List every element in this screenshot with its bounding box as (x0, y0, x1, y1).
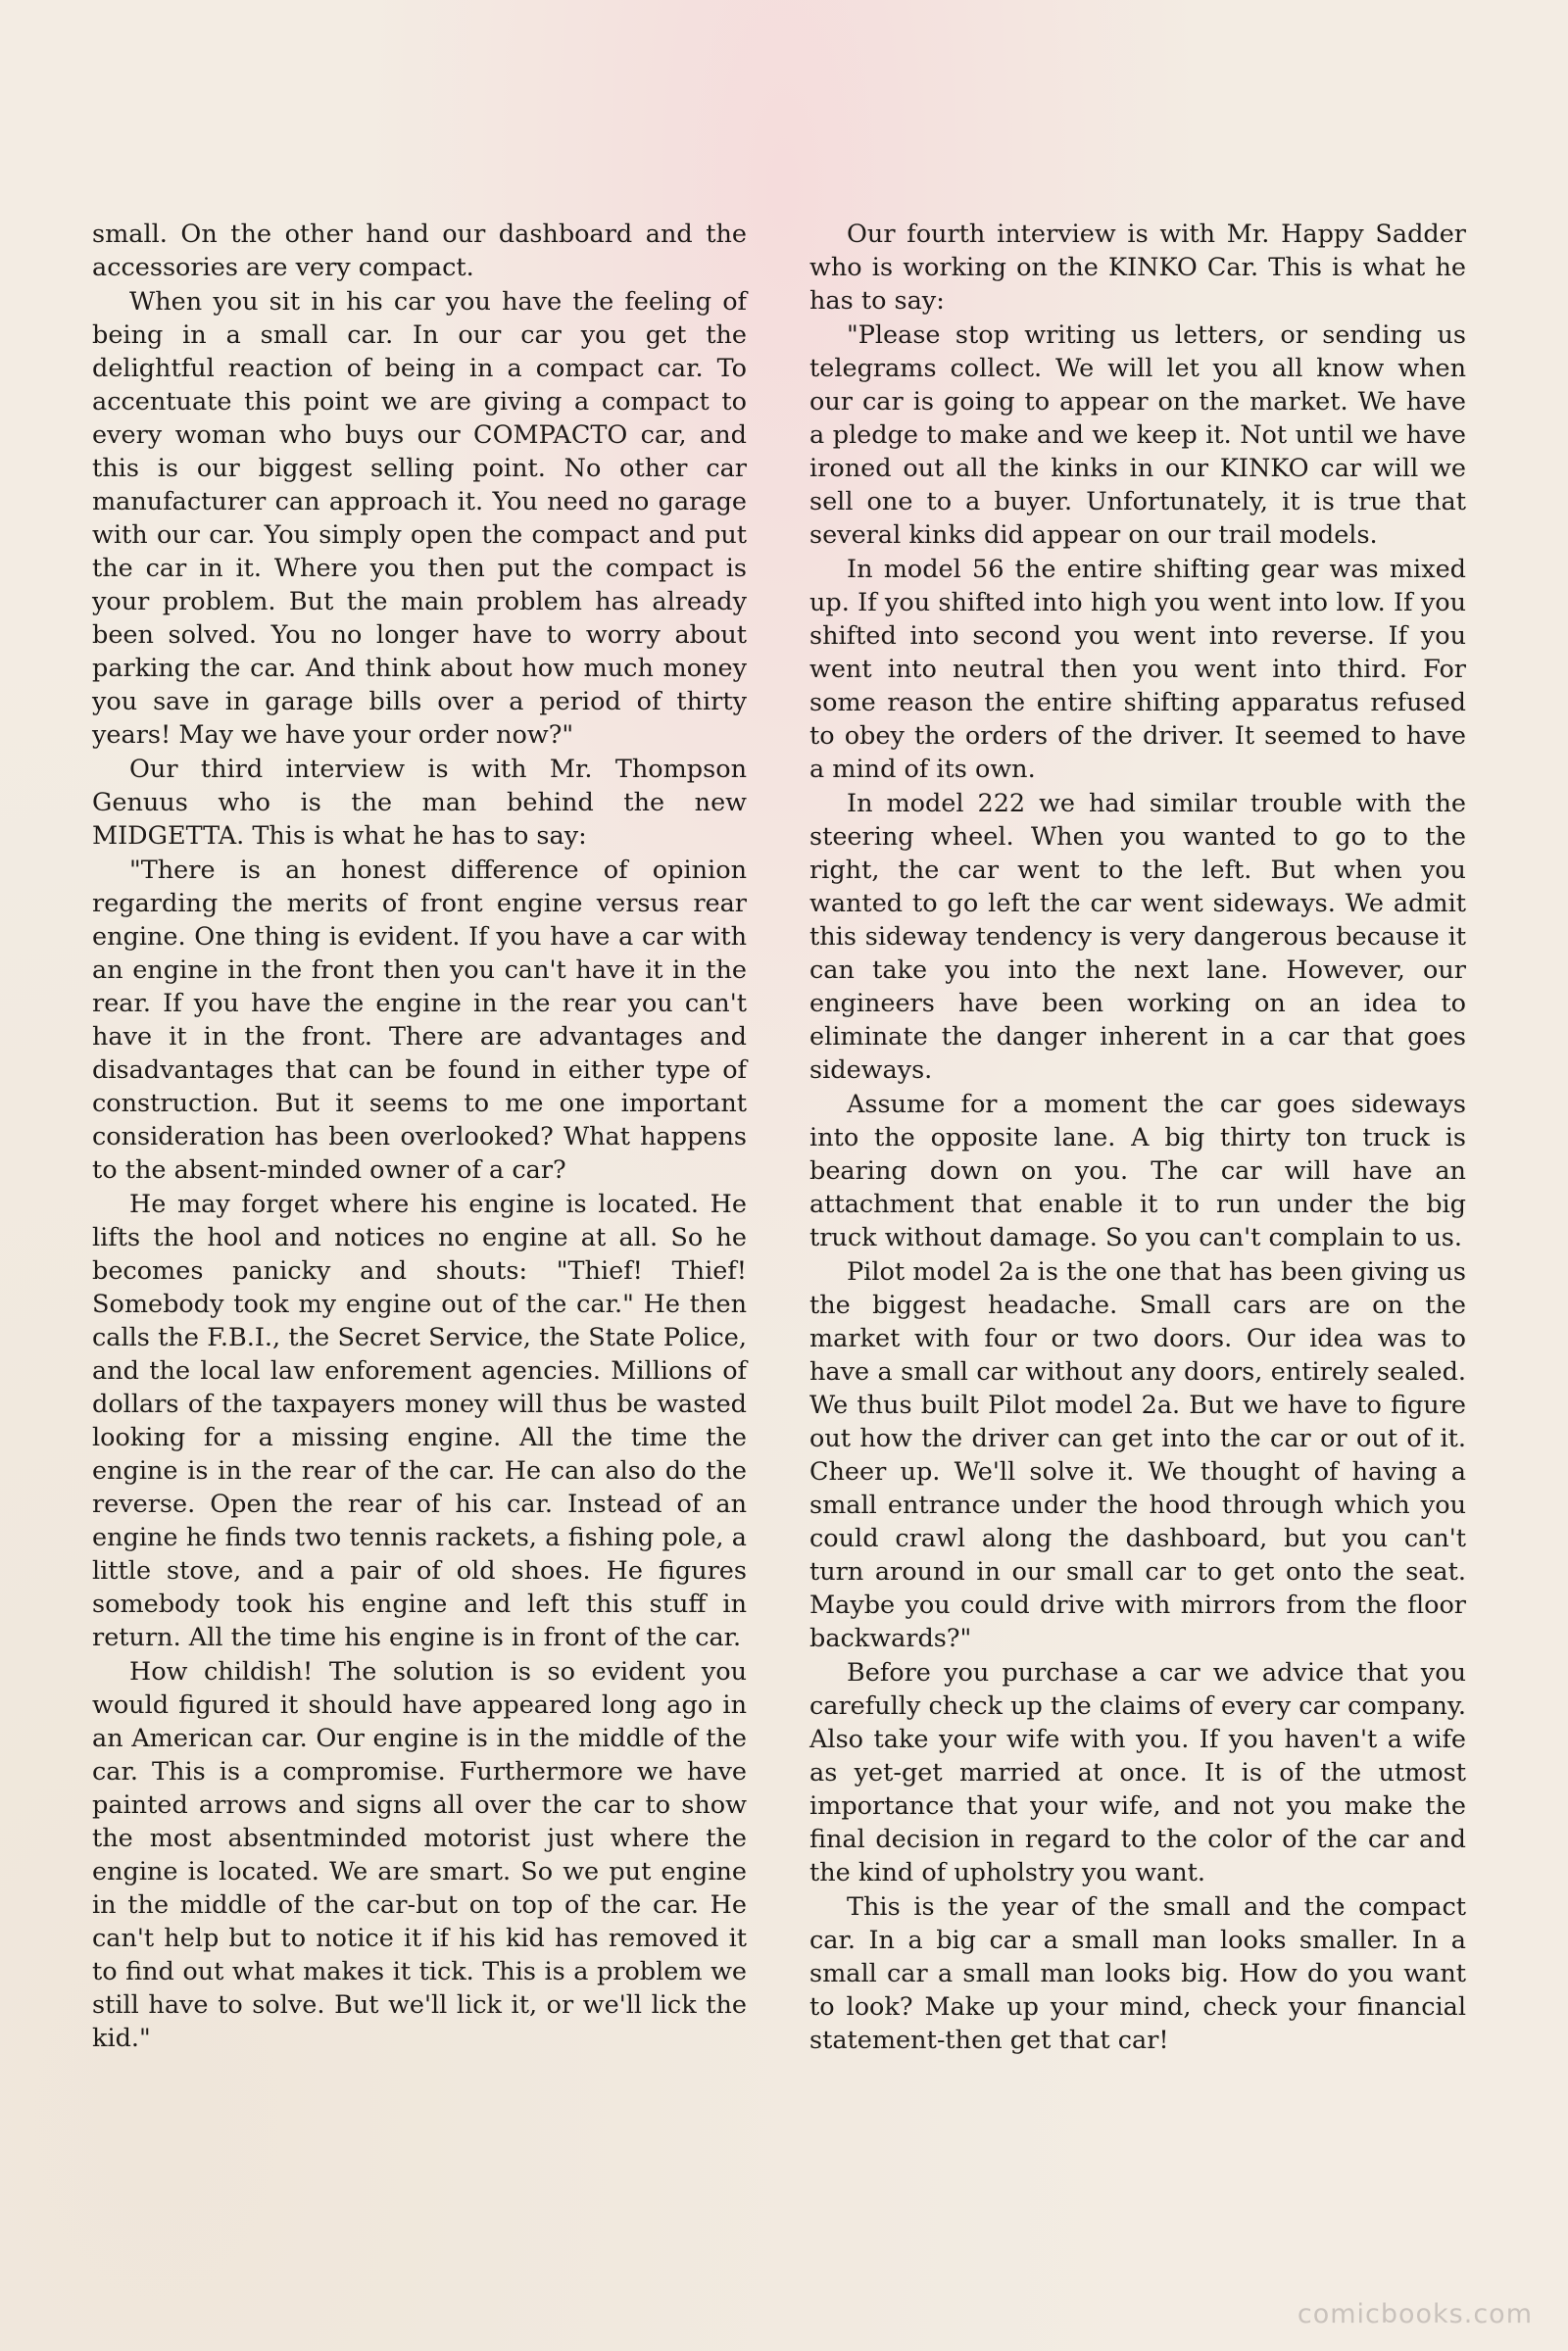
paragraph: Our fourth interview is with Mr. Happy Sadder who is working on the KINKO Car. This is what he has to say: (809, 220, 1466, 316)
paragraph: How childish! The solution is so evident you would figured it should have appeared long ago in an American car. Our engine is in the middle of the car. This is a compromise. Furthermore we have painted arrows and signs all over the car to show the most absentminded motorist just where the engine is located. We are smart. So we put engine in the middle of the car-but on top of the car. He can't help but to notice it if his kid has removed it to find out what makes it tick. This is a problem we still have to solve. But we'll lick it, or we'll lick the kid." (92, 1657, 747, 2053)
paragraph: Assume for a moment the car goes sideways into the opposite lane. A big thirty ton truck is bearing down on you. The car will have an attachment that enable it to run under the big truck without damage. So you can't complain to us. (809, 1090, 1466, 1252)
paragraph: Before you purchase a car we advice that you carefully check up the claims of every car company. Also take your wife with you. If you haven't a wife as yet-get married at once. It is of the utmost importance that your wife, and not you make the final decision in regard to the color of the car and the kind of upholstry you want. (809, 1658, 1466, 1887)
paragraph: In model 56 the entire shifting gear was mixed up. If you shifted into high you went into low. If you shifted into second you went into reverse. If you went into neutral then you went into third. For some reason the entire shifting apparatus refused to obey the orders of the driver. It seemed to have a mind of its own. (809, 555, 1466, 784)
paragraph: "Please stop writing us letters, or sending us telegrams collect. We will let you all know when our car is going to appear on the market. We have a pledge to make and we keep it. Not until we have ironed out all the kinks in our KINKO car will we sell one to a buyer. Unfortunately, it is true that several kinks did appear on our trail models. (809, 320, 1466, 550)
paragraph: "There is an honest difference of opinion regarding the merits of front engine versus rear engine. One thing is evident. If you have a car with an engine in the front then you can't have it in the rear. If you have the engine in the rear you can't have it in the front. There are advantages and disadvantages that can be found in either type of construction. But it seems to me one important consideration has been overlooked? What happens to the absent-minded owner of a car? (92, 856, 747, 1185)
right-column (809, 218, 1466, 2057)
paragraph: small. On the other hand our dashboard and the accessories are very compact. (92, 220, 747, 282)
left-column (92, 218, 747, 2055)
paragraph: He may forget where his engine is located. He lifts the hool and notices no engine at all. So he becomes panicky and shouts: "Thief! Thief! Somebody took my engine out of the car." He then calls the F.B.I., the Secret Service, the State Police, and the local law enforement agencies. Millions of dollars of the taxpayers money will thus be wasted looking for a missing engine. All the time the engine is in the rear of the car. He can also do the reverse. Open the rear of his car. Instead of an engine he finds two tennis rackets, a fishing pole, a little stove, and a pair of old shoes. He figures somebody took his engine and left this stuff in return. All the time his engine is in front of the car. (92, 1190, 747, 1652)
watermark: comicbooks.com (1297, 2299, 1533, 2329)
paragraph: When you sit in his car you have the feeling of being in a small car. In our car you get the delightful reaction of being in a compact car. To accentuate this point we are giving a compact to every woman who buys our COMPACTO car, and this is our biggest selling point. No other car manufacturer can approach it. You need no garage with our car. You simply open the compact and put the car in it. Where you then put the compact is your problem. But the main problem has already been solved. You no longer have to worry about parking the car. And think about how much money you save in garage bills over a period of thirty years! May we have your order now?" (92, 287, 747, 750)
paragraph: Pilot model 2a is the one that has been giving us the biggest headache. Small cars are on the market with four or two doors. Our idea was to have a small car without any doors, entirely sealed. We thus built Pilot model 2a. But we have to figure out how the driver can get into the car or out of it. Cheer up. We'll solve it. We thought of having a small entrance under the hood through which you could crawl along the dashboard, but you can't turn around in our small car to get onto the seat. Maybe you could drive with mirrors from the floor backwards?" (809, 1257, 1466, 1653)
paragraph: This is the year of the small and the compact car. In a big car a small man looks smaller. In a small car a small man looks big. How do you want to look? Make up your mind, check your financial statement-then get that car! (809, 1892, 1466, 2055)
paragraph: Our third interview is with Mr. Thompson Genuus who is the man behind the new MIDGETTA. This is what he has to say: (92, 755, 747, 851)
paragraph: In model 222 we had similar trouble with the steering wheel. When you wanted to go to the right, the car went to the left. But when you wanted to go left the car went sideways. We admit this sideway tendency is very dangerous because it can take you into the next lane. However, our engineers have been working on an idea to eliminate the danger inherent in a car that goes sideways. (809, 789, 1466, 1085)
